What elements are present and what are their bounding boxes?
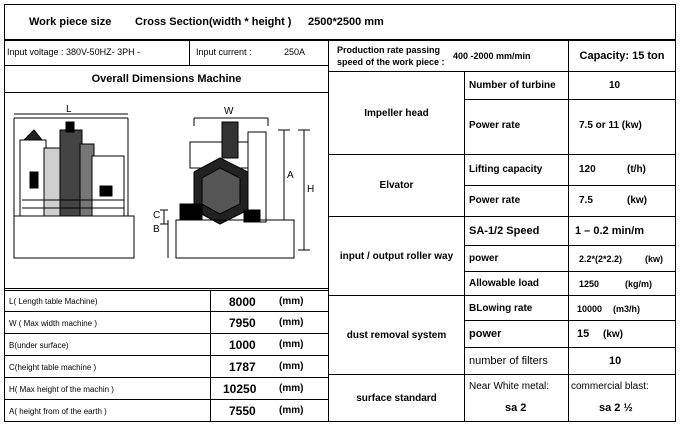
near-white-metal-cell [464, 374, 569, 422]
spec-unit: (kw) [645, 254, 663, 264]
dimension-label-a: A [287, 170, 294, 181]
machine-drawing [4, 92, 329, 289]
production-rate-label-1: Production rate passing [337, 45, 441, 55]
spec-value-cell [568, 71, 676, 100]
roller-way-label: input / output roller way [339, 250, 454, 262]
input-voltage: Input voltage : 380V-50HZ- 3PH - [7, 47, 141, 57]
spec-value: 7.5 [579, 195, 593, 206]
elevator-label: Elvator [379, 180, 414, 191]
dust-removal-group [328, 295, 465, 375]
spec-value: 1250 [579, 279, 600, 289]
work-piece-size-label: Work piece size [29, 16, 112, 28]
dimension-value: 10250 [223, 382, 257, 396]
dimension-value-cell [210, 311, 329, 334]
spec-label: Allowable load [469, 278, 540, 289]
surface-standard-group [328, 374, 465, 422]
spec-value: 10000 [577, 304, 603, 314]
capacity: Capacity: 15 ton [579, 50, 665, 62]
dimension-value-cell [210, 355, 329, 378]
dimension-row [4, 333, 211, 356]
spec-label: Lifting capacity [469, 164, 543, 175]
dimension-unit: (mm) [279, 296, 304, 307]
spec-label: power [469, 253, 499, 264]
dimension-unit: (mm) [279, 317, 304, 328]
spec-value-cell [568, 154, 676, 186]
spec-value-cell [568, 245, 676, 272]
impeller-head-label: Impeller head [364, 107, 429, 119]
dimension-value-cell [210, 399, 329, 422]
spec-label: power [469, 328, 502, 340]
commercial-blast-value: sa 2 ½ [599, 402, 633, 414]
dimension-value: 7950 [229, 316, 256, 330]
production-rate-label-2: speed of the work piece : [337, 57, 445, 67]
dimension-unit: (mm) [279, 361, 304, 372]
dimension-label: C(height table machine ) [9, 363, 97, 372]
dimension-row [4, 311, 211, 334]
dimension-value-cell [210, 333, 329, 356]
spec-value-cell [568, 216, 676, 246]
dimension-unit: (mm) [279, 383, 304, 394]
input-current-cell [189, 40, 329, 66]
spec-value-cell [568, 271, 676, 296]
spec-label-cell [464, 99, 569, 155]
production-rate-value: 400 -2000 mm/min [453, 51, 531, 61]
spec-label-cell [464, 245, 569, 272]
spec-value-cell [568, 295, 676, 321]
spec-label: Power rate [469, 120, 521, 131]
dimension-label-h: H [307, 184, 315, 195]
spec-unit: (t/h) [627, 164, 646, 175]
spec-value-cell [568, 99, 676, 155]
dimensions-title-cell [4, 65, 329, 93]
spec-label-cell [464, 320, 569, 348]
cross-section-label: Cross Section(width * height ) [135, 16, 292, 28]
dimension-value: 1787 [229, 360, 256, 374]
dimension-value: 7550 [229, 404, 256, 418]
spec-label-cell [464, 295, 569, 321]
dimension-value-cell [210, 290, 329, 312]
spec-value: 10 [609, 80, 621, 91]
commercial-blast-cell [568, 374, 676, 422]
dimension-value: 8000 [229, 295, 256, 309]
dimension-label: B(under surface) [9, 341, 69, 350]
spec-unit: (kw) [627, 195, 647, 206]
dimension-label-c: C [153, 210, 161, 221]
spec-value: 10 [609, 355, 622, 367]
dimension-row [4, 377, 211, 400]
spec-label-cell [464, 185, 569, 217]
spec-value-cell [568, 320, 676, 348]
spec-value: 15 [577, 328, 590, 340]
spec-label: number of filters [469, 355, 548, 367]
dust-removal-label: dust removal system [346, 329, 447, 341]
dimension-label: W ( Max width machine ) [9, 319, 98, 328]
near-white-metal-label: Near White metal: [469, 381, 550, 392]
dimensions-title: Overall Dimensions Machine [91, 73, 242, 85]
commercial-blast-label: commercial blast: [571, 381, 649, 392]
dimension-label-w: W [224, 106, 234, 117]
dimension-label-l: L [66, 104, 72, 115]
dimension-value: 1000 [229, 338, 256, 352]
input-voltage-cell [4, 40, 190, 66]
side-view-drawing [14, 118, 134, 258]
spec-label-cell [464, 216, 569, 246]
spec-value: 2.2*(2*2.2) [579, 254, 623, 264]
dimension-label: A( height from of the earth ) [9, 407, 107, 416]
spec-label-cell [464, 347, 569, 375]
elevator-group [328, 154, 465, 217]
spec-value-cell [568, 185, 676, 217]
dimension-unit: (mm) [279, 339, 304, 350]
spec-unit: (m3/h) [613, 304, 640, 314]
dimension-label: H( Max height of the machin ) [9, 385, 114, 394]
header-row [4, 4, 676, 40]
surface-standard-label: surface standard [356, 392, 437, 404]
dimension-row [4, 290, 211, 312]
spec-label-cell [464, 154, 569, 186]
spec-label-cell [464, 271, 569, 296]
spec-label: Power rate [469, 195, 521, 206]
dimension-unit: (mm) [279, 405, 304, 416]
dimension-row [4, 355, 211, 378]
spec-label: Number of turbine [469, 80, 556, 91]
spec-unit: (kw) [603, 329, 623, 340]
production-rate-cell [328, 40, 569, 72]
near-white-metal-value: sa 2 [505, 402, 527, 414]
spec-label: BLowing rate [469, 303, 533, 314]
spec-unit: (kg/m) [625, 279, 652, 289]
spec-label: SA-1/2 Speed [469, 225, 540, 237]
spec-value-cell [568, 347, 676, 375]
dimension-label: L( Length table Machine) [9, 297, 98, 306]
spec-value: 7.5 or 11 (kw) [579, 120, 642, 131]
dimension-row [4, 399, 211, 422]
cross-section-value: 2500*2500 mm [308, 16, 384, 28]
front-view-drawing [160, 118, 310, 258]
input-current-value: 250A [284, 47, 306, 57]
roller-way-group [328, 216, 465, 296]
dimension-value-cell [210, 377, 329, 400]
input-current-label: Input current : [196, 47, 252, 57]
capacity-cell [568, 40, 676, 72]
impeller-head-group [328, 71, 465, 155]
dimension-label-b: B [153, 224, 160, 235]
spec-value: 120 [579, 164, 596, 175]
spec-label-cell [464, 71, 569, 100]
spec-value: 1 – 0.2 min/m [575, 225, 645, 237]
